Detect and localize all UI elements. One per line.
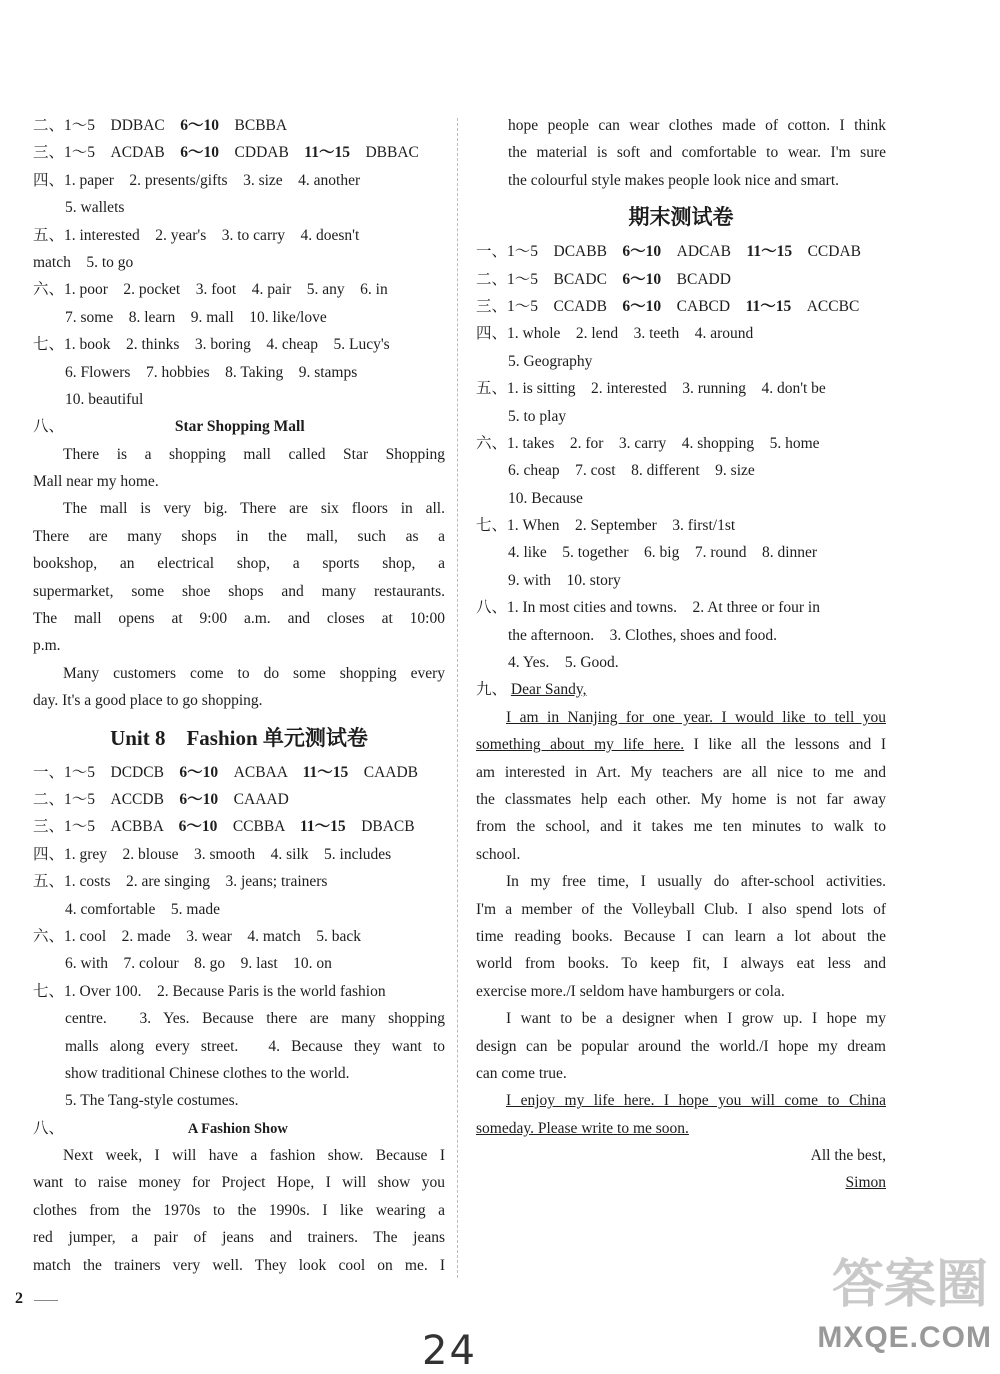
- right-column: [476, 112, 886, 1197]
- text-line: 七、1. When 2. September 3. first/1st: [476, 517, 736, 535]
- text-line: 三、1～5 ACBBA 6～10 CCBBA 11～15 DBACB: [33, 818, 415, 836]
- watermark-text: MXQE.COM: [817, 1321, 992, 1354]
- text-line: p.m.: [33, 637, 61, 655]
- text-line: 四、1. grey 2. blouse 3. smooth 4. silk 5. includes: [33, 845, 392, 863]
- letter-signature: [476, 1169, 886, 1196]
- text-line: 二、1～5 ACCDB 6～10 CAAAD: [33, 790, 289, 808]
- text-line: I want to be a designer when I grow up. I hope my: [506, 1010, 886, 1028]
- text-line: 五、1. is sitting 2. interested 3. running 4. don't be: [476, 380, 826, 398]
- section-label: 八、: [33, 418, 65, 436]
- text-line: can come true.: [476, 1064, 567, 1082]
- text-line: want to raise money for Project Hope, I will show you: [33, 1174, 445, 1192]
- text-line: red jumper, a pair of jeans and trainers. The jeans: [33, 1229, 445, 1247]
- text-line: Mall near my home.: [33, 473, 159, 491]
- text-line: 八、1. In most cities and towns. 2. At three or four in: [476, 599, 820, 617]
- text-line: from the school, and it takes me ten minutes to walk to: [476, 818, 886, 836]
- text-line: school.: [476, 845, 521, 863]
- text-line: the material is soft and comfortable to wear. I'm sure: [508, 144, 886, 162]
- column-divider: [457, 118, 458, 1278]
- text-line: 5. wallets: [65, 199, 125, 217]
- page-number-rule: [34, 1300, 58, 1301]
- signature-text: Simon: [845, 1174, 886, 1192]
- left-column: [33, 112, 445, 1279]
- text-line: day. It's a good place to go shopping.: [33, 692, 263, 710]
- text-line: There is a shopping mall called Star Shopping: [63, 445, 445, 463]
- text-line: supermarket, some shoe shops and many restaurants.: [33, 582, 445, 600]
- text-line: the classmates help each other. My home is not far away: [476, 790, 886, 808]
- text-line: design can be popular around the world./I hope my dream: [476, 1037, 886, 1055]
- final-exam-title: 期末测试卷: [628, 205, 734, 230]
- text-line: There are many shops in the mall, such as a: [33, 527, 445, 545]
- text-line: 三、1～5 ACDAB 6～10 CDDAB 11～15 DBBAC: [33, 144, 419, 162]
- text-line: 六、1. cool 2. made 3. wear 4. match 5. back: [33, 927, 361, 945]
- text-line: I'm a member of the Volleyball Club. I also spend lots of: [476, 900, 886, 918]
- text-line: 5. The Tang-style costumes.: [65, 1092, 239, 1110]
- text-line: 9. with 10. story: [508, 571, 621, 589]
- handwritten-number: 24: [422, 1328, 477, 1374]
- text-line: 一、1～5 DCABB 6～10 ADCAB 11～15 CCDAB: [476, 243, 861, 261]
- text-line: 5. Geography: [508, 352, 593, 370]
- text-line: Many customers come to do some shopping every: [63, 664, 445, 682]
- answer-lines-unit7: [33, 112, 445, 413]
- essay2-body: [33, 1142, 445, 1279]
- section-label: 八、: [33, 1119, 65, 1137]
- text-line: 七、1. book 2. thinks 3. boring 4. cheap 5. Lucy's: [33, 336, 390, 354]
- text-line: clothes from the 1970s to the 1990s. I like wearing a: [33, 1201, 445, 1219]
- text-line: 6. cheap 7. cost 8. different 9. size: [508, 462, 755, 480]
- page-number: 2: [15, 1290, 23, 1307]
- text-line: show traditional Chinese clothes to the world.: [65, 1064, 350, 1082]
- text-line: match 5. to go: [33, 253, 134, 271]
- text-line: 四、1. whole 2. lend 3. teeth 4. around: [476, 325, 754, 343]
- letter-closing: All the best,: [810, 1147, 886, 1165]
- text-line: Next week, I will have a fashion show. Because I: [63, 1147, 445, 1165]
- answer-lines-final: [476, 238, 886, 676]
- text-line: time reading books. Because I can learn a lot about the: [476, 927, 886, 945]
- text-line: exercise more./I seldom have hamburgers or cola.: [476, 982, 785, 1000]
- text-line: 二、1～5 BCADC 6～10 BCADD: [476, 270, 731, 288]
- text-line: 6. with 7. colour 8. go 9. last 10. on: [65, 955, 332, 973]
- text-line: centre. 3. Yes. Because there are many shopping: [65, 1010, 445, 1028]
- text-line: 三、1～5 CCADB 6～10 CABCD 11～15 ACCBC: [476, 297, 860, 315]
- text-line: 一、1～5 DCDCB 6～10 ACBAA 11～15 CAADB: [33, 763, 418, 781]
- text-line: 二、1～5 DDBAC 6～10 BCBBA: [33, 117, 288, 134]
- text-line: 四、1. paper 2. presents/gifts 3. size 4. another: [33, 171, 361, 189]
- text-line: I am in Nanjing for one year. I would like to tell you: [506, 708, 886, 726]
- text-line: the afternoon. 3. Clothes, shoes and food.: [508, 626, 778, 644]
- letter-body: [476, 704, 886, 1142]
- text-line: bookshop, an electrical shop, a sports shop, a: [33, 555, 445, 573]
- text-line: match the trainers very well. They look cool on me. I: [33, 1256, 445, 1274]
- text-line: world from books. To keep fit, I always eat less and: [476, 955, 886, 973]
- letter-greeting: Dear Sandy,: [510, 681, 587, 699]
- answer-lines-unit8: [33, 759, 445, 1115]
- text-line: am interested in Art. My teachers are all nice to me and: [476, 763, 886, 781]
- text-line: 五、1. costs 2. are singing 3. jeans; trainers: [33, 873, 328, 891]
- text-line: 4. like 5. together 6. big 7. round 8. dinner: [508, 544, 818, 562]
- text-line: 5. to play: [508, 407, 567, 425]
- text-line: someday. Please write to me soon.: [476, 1119, 689, 1137]
- text-line: The mall opens at 9:00 a.m. and closes at 10:00: [33, 610, 445, 628]
- text-line: 10. Because: [508, 489, 583, 507]
- text-line: 10. beautiful: [65, 390, 144, 408]
- letter-heading: [476, 676, 886, 703]
- text-line: the colourful style makes people look nice and smart.: [508, 171, 840, 189]
- essay1-title: Star Shopping Mall: [174, 418, 305, 436]
- text-line: 6. Flowers 7. hobbies 8. Taking 9. stamps: [65, 363, 358, 381]
- section-label: 九、: [476, 681, 508, 699]
- text-line: 六、1. poor 2. pocket 3. foot 4. pair 5. any 6. in: [33, 281, 388, 299]
- text-line: something about my life here. I like all the lessons and I: [476, 736, 886, 754]
- text-line: 7. some 8. learn 9. mall 10. like/love: [65, 308, 327, 326]
- text-line: I enjoy my life here. I hope you will come to China: [506, 1092, 886, 1110]
- text-line: In my free time, I usually do after-school activities.: [506, 873, 886, 891]
- text-line: The mall is very big. There are six floors in all.: [63, 500, 445, 518]
- essay2-heading: [33, 1115, 445, 1142]
- text-line: 七、1. Over 100. 2. Because Paris is the world fashion: [33, 982, 386, 1000]
- text-line: 4. comfortable 5. made: [65, 900, 220, 918]
- text-line: 六、1. takes 2. for 3. carry 4. shopping 5. home: [476, 434, 820, 452]
- essay2-continued: [476, 112, 886, 194]
- text-line: malls along every street. 4. Because they want to: [65, 1037, 445, 1055]
- text-line: hope people can wear clothes made of cotton. I think: [508, 117, 886, 134]
- essay2-title: A Fashion Show: [187, 1120, 288, 1137]
- text-line: 4. Yes. 5. Good.: [508, 654, 619, 672]
- essay1-heading: [33, 413, 445, 440]
- unit8-title: Unit 8 Fashion 单元测试卷: [110, 725, 368, 750]
- text-line: 五、1. interested 2. year's 3. to carry 4. doesn't: [33, 226, 360, 244]
- essay1-body: [33, 441, 445, 715]
- watermark-logo: 答案圈: [831, 1255, 988, 1315]
